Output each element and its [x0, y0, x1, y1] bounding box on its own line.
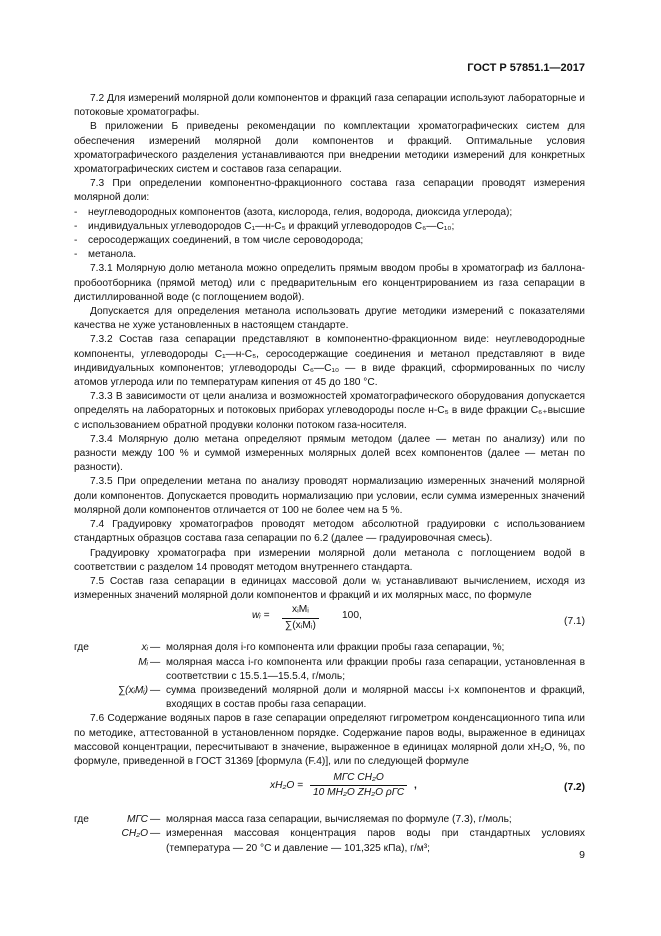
formula-denominator: 10 MH₂O ZH₂O ρГС	[313, 787, 405, 799]
dash: —	[150, 656, 161, 668]
paragraph-7-3-2: 7.3.2 Состав газа сепарации представляют в компонентно-фракционном виде: неуглеводородные компоненты, углеводороды С₁—н-С₅, серосодержащие соединения и метанол представляют в виде индивидуальных компонентов; углеводороды С₆—С₁₀ — в виде фракций, сформированных по числу атомов углерода или по температурам кипения от 45 до 180 °С.	[74, 334, 585, 389]
dash: —	[150, 814, 161, 826]
symbol: ∑(xᵢMᵢ)	[117, 684, 148, 696]
formula-number: (7.2)	[564, 782, 585, 794]
formula-lhs: xH₂O =	[270, 780, 304, 792]
document-body	[74, 92, 585, 856]
paragraph-7-4: 7.4 Градуировку хроматографов проводят методом абсолютной градуировки с использованием стандартных образцов состава газа сепарации по 6.2 (далее — градуировочная смесь).	[74, 519, 585, 545]
formula-factor: 100,	[342, 610, 362, 622]
definitions-7-1	[74, 641, 585, 712]
formula-7-2	[74, 769, 585, 813]
page-number: 9	[579, 849, 585, 861]
paragraph-7-2-annex: В приложении Б приведены рекомендации по комплектации хроматографических систем для обеспечения измерений молярной доли компонентов и фракций. Оптимальные условия хроматографического разделения устанавливаются при внедрении методики измерений для конкретных хроматографических систем и составов газа сепарации.	[74, 121, 585, 176]
formula-lhs: wᵢ =	[252, 610, 270, 622]
formula-fraction	[282, 603, 319, 632]
formula-number: (7.1)	[564, 616, 585, 628]
definition-text: измеренная массовая концентрация паров воды при стандартных условиях (температура — 20 °С и давление — 101,325 кПа), г/м³;	[166, 828, 585, 854]
symbol: CH₂O	[121, 828, 148, 840]
where-label: где	[74, 814, 89, 826]
symbol: Mᵢ	[138, 656, 148, 668]
where-label: где	[74, 642, 89, 654]
definition-text: сумма произведений молярной доли и молярной массы i-х компонентов и фракций, входящих в состав пробы газа сепарации.	[166, 684, 585, 711]
dash: —	[150, 642, 161, 654]
formula-fraction	[310, 771, 407, 800]
paragraph-7-5: 7.5 Состав газа сепарации в единицах массовой доли wᵢ устанавливают вычислением, исходя из измеренных значений молярной доли компонентов и фракций и их молярных масс, по формуле	[74, 575, 585, 602]
formula-7-1	[74, 603, 585, 641]
definitions-7-2	[74, 813, 585, 856]
list-item: - серосодержащих соединений, в том числе сероводорода;	[74, 235, 364, 247]
paragraph-7-4-methanol: Градуировку хроматографа при измерении молярной доли метанола с поглощением водой в соответствии с разделом 14 проводят методом внутреннего стандарта.	[74, 547, 585, 573]
formula-numerator: xᵢMᵢ	[282, 603, 319, 618]
formula-tail: ,	[414, 780, 417, 792]
standard-header: ГОСТ Р 57851.1—2017	[467, 62, 585, 74]
paragraph-7-2: 7.2 Для измерений молярной доли компонентов и фракций газа сепарации используют лабораторные и потоковые хроматографы.	[74, 93, 585, 119]
dash: —	[150, 828, 161, 840]
paragraph-7-3-4: 7.3.4 Молярную долю метана определяют прямым методом (далее — метан по анализу) или по разности между 100 % и суммой измеренных молярных долей всех компонентов (далее — метан по разности).	[74, 433, 585, 474]
symbol: MГС	[126, 814, 148, 826]
dash: —	[150, 684, 161, 696]
definition-text: молярная масса i-го компонента или фракции пробы газа сепарации, установленная в соответствии с 15.5.1—15.5.4, г/моль;	[166, 656, 585, 682]
paragraph-7-3-5: 7.3.5 При определении метана по анализу проводят нормализацию измеренных значений молярной доли компонентов. Допускается проводить нормализацию при условии, если сумма измеренных значений молярной доли компонентов отличается от 100 не более чем на 5 %.	[74, 476, 585, 516]
paragraph-7-3-3: 7.3.3 В зависимости от цели анализа и возможностей хроматографического оборудования допускается определять на лабораторных и потоковых приборах углеводороды после н-С₅ в виде фракции С₆₊высшие с использованием обратной продувки колонки потоком газа-носителя.	[74, 391, 585, 431]
definition-text: молярная доля i-го компонента или фракции пробы газа сепарации, %;	[166, 642, 505, 654]
paragraph-7-6: 7.6 Содержание водяных паров в газе сепарации определяют гигрометром конденсационного типа или по методике, аттестованной в установленном порядке. Содержание паров воды, выраженное в единицах массовой концентрации, пересчитывают в значение, выраженное в единицах молярной доли xH₂O, %, по формуле, приведенной в ГОСТ 31369 [формула (F.4)], или по следующей формуле	[74, 713, 585, 767]
formula-denominator: ∑(xᵢMᵢ)	[285, 619, 316, 631]
paragraph-7-3-1-note: Допускается для определения метанола использовать другие методики измерений с показателями качества не хуже установленных в настоящем стандарте.	[74, 306, 585, 332]
list-item: - индивидуальных углеводородов С₁—н-С₅ и фракций углеводородов С₆—С₁₀;	[74, 220, 455, 232]
list-item: - метанола.	[74, 249, 137, 261]
paragraph-7-3: 7.3 При определении компонентно-фракционного состава газа сепарации проводят измерения молярной доли:	[74, 178, 585, 204]
formula-numerator: MГС CH₂O	[310, 771, 407, 786]
definition-text: молярная масса газа сепарации, вычисляемая по формуле (7.3), г/моль;	[166, 814, 512, 826]
symbol: xᵢ	[141, 642, 148, 654]
paragraph-7-3-1: 7.3.1 Молярную долю метанола можно определить прямым вводом пробы в хроматограф из баллона-пробоотборника (прямой метод) или с предварительным его концентрированием из газа сепарации в дистиллированной воде (с поглощением водой).	[74, 263, 585, 303]
list-item: - неуглеводородных компонентов (азота, кислорода, гелия, водорода, диоксида углерода);	[74, 206, 513, 218]
